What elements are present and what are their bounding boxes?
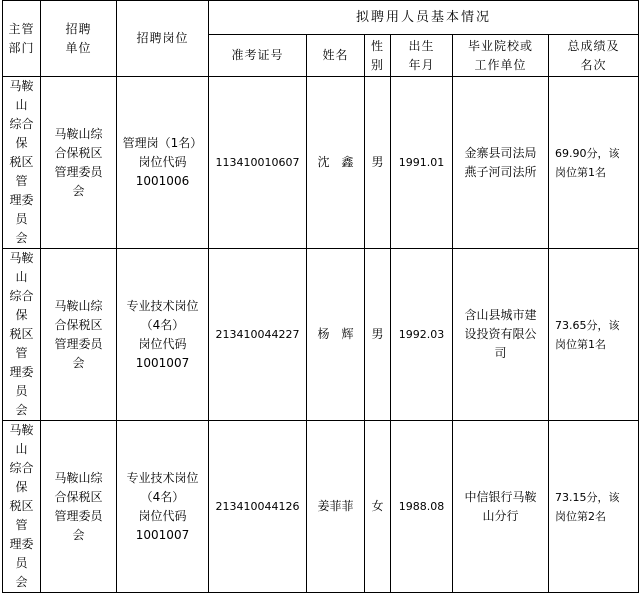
header-birth: 出生 年月 — [391, 35, 453, 77]
cell-name: 姜菲菲 — [307, 421, 365, 593]
header-gender: 性 别 — [365, 35, 391, 77]
cell-school: 金寨县司法局 燕子河司法所 — [453, 77, 549, 249]
cell-gender: 男 — [365, 77, 391, 249]
cell-exam-no: 113410010607 — [209, 77, 307, 249]
cell-dept: 马鞍山 综合保 税区管 理委员 会 — [3, 249, 41, 421]
header-row-1 — [3, 1, 639, 35]
header-name: 姓名 — [307, 35, 365, 77]
cell-post: 专业技术岗位 （4名） 岗位代码 1001007 — [117, 249, 209, 421]
cell-score: 73.15分，该 岗位第2名 — [549, 421, 639, 593]
cell-score: 69.90分，该 岗位第1名 — [549, 77, 639, 249]
cell-name: 杨 辉 — [307, 249, 365, 421]
cell-dept: 马鞍山 综合保 税区管 理委员 会 — [3, 77, 41, 249]
cell-gender: 女 — [365, 421, 391, 593]
cell-post: 管理岗（1名） 岗位代码 1001006 — [117, 77, 209, 249]
header-dept: 主管 部门 — [3, 1, 41, 77]
header-group: 拟聘用人员基本情况 — [209, 1, 639, 35]
header-score: 总成绩及 名次 — [549, 35, 639, 77]
header-unit: 招聘 单位 — [41, 1, 117, 77]
cell-gender: 男 — [365, 249, 391, 421]
table-row — [3, 249, 639, 421]
cell-birth: 1991.01 — [391, 77, 453, 249]
table-row — [3, 77, 639, 249]
cell-unit: 马鞍山综 合保税区 管理委员 会 — [41, 77, 117, 249]
header-exam-no: 准考证号 — [209, 35, 307, 77]
recruitment-table — [2, 0, 639, 593]
cell-unit: 马鞍山综 合保税区 管理委员 会 — [41, 421, 117, 593]
header-school: 毕业院校或 工作单位 — [453, 35, 549, 77]
cell-birth: 1988.08 — [391, 421, 453, 593]
cell-exam-no: 213410044126 — [209, 421, 307, 593]
cell-score: 73.65分，该 岗位第1名 — [549, 249, 639, 421]
header-post: 招聘岗位 — [117, 1, 209, 77]
cell-unit: 马鞍山综 合保税区 管理委员 会 — [41, 249, 117, 421]
cell-exam-no: 213410044227 — [209, 249, 307, 421]
cell-school: 含山县城市建 设投资有限公 司 — [453, 249, 549, 421]
cell-dept: 马鞍山 综合保 税区管 理委员 会 — [3, 421, 41, 593]
table-row — [3, 421, 639, 593]
cell-post: 专业技术岗位 （4名） 岗位代码 1001007 — [117, 421, 209, 593]
cell-school: 中信银行马鞍 山分行 — [453, 421, 549, 593]
cell-birth: 1992.03 — [391, 249, 453, 421]
cell-name: 沈 鑫 — [307, 77, 365, 249]
